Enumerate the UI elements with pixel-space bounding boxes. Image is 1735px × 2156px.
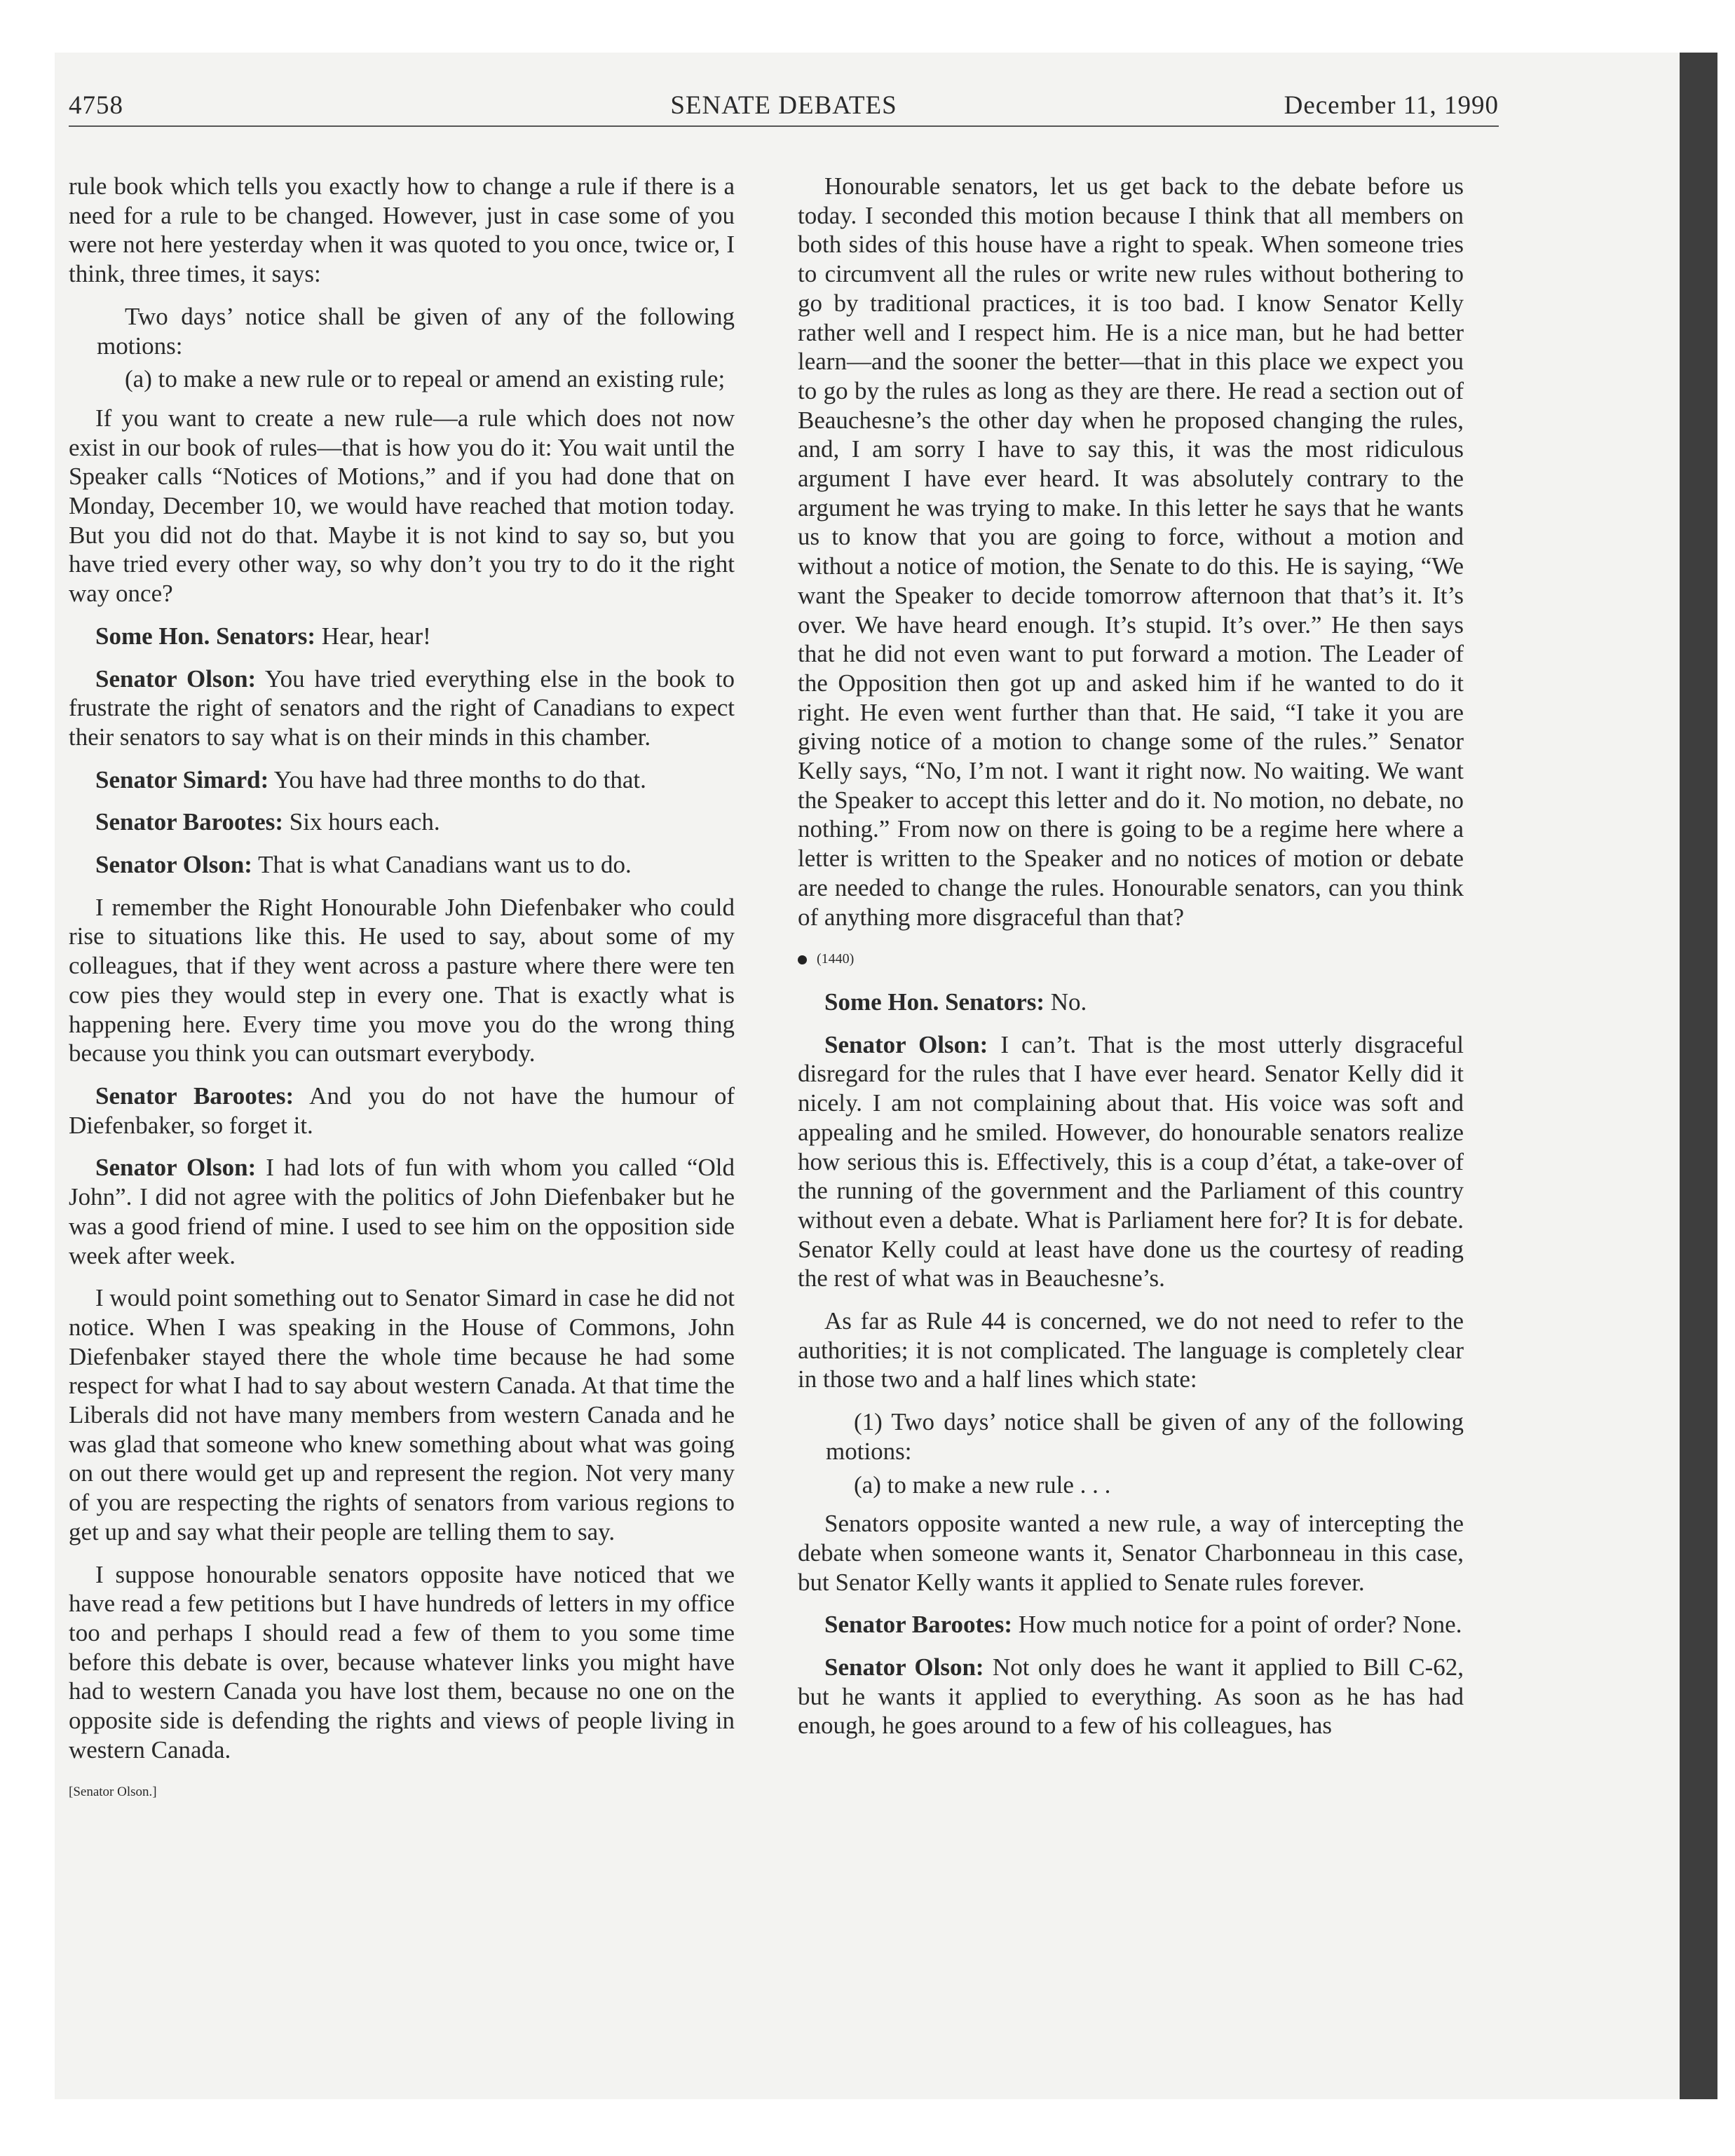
quoted-rule: Two days’ notice shall be given of any of the following motions: bbox=[97, 302, 735, 360]
speech-paragraph bbox=[798, 988, 1464, 1017]
speech-text: I had lots of fun with whom you called “Old John”. I did not agree with the politics of John Diefenbaker but he was a good friend of mine. I used to see him on the opposition side week after week. bbox=[69, 1154, 735, 1269]
speech-text: That is what Canadians want us to do. bbox=[252, 851, 632, 879]
speech-paragraph bbox=[69, 807, 735, 837]
quoted-rule: (a) to make a new rule . . . bbox=[854, 1471, 1111, 1499]
quoted-rule: (1) Two days’ notice shall be given of any of the following motions: bbox=[826, 1408, 1464, 1465]
paragraph: rule book which tells you exactly how to change a rule if there is a need for a rule to be changed. However, just in case some of you were not here yesterday when it was quoted to you once, twice or, I think, three times, it says: bbox=[69, 172, 735, 288]
paragraph: I remember the Right Honourable John Diefenbaker who could rise to situations like this. He used to say, about some of my colleagues, that if they went across a pasture where there were ten cow pies they would step in every one. That is exactly what is happening here. Every time you move you do the wrong thing because you think you can outsmart everybody. bbox=[69, 893, 735, 1067]
time-stamp: (1440) bbox=[817, 951, 855, 967]
speaker-reference: [Senator Olson.] bbox=[69, 1785, 157, 1800]
speech-text: You have had three months to do that. bbox=[268, 765, 646, 793]
left-column bbox=[69, 172, 735, 1820]
speaker-name: Senator Barootes: bbox=[95, 808, 283, 836]
publication-title: SENATE DEBATES bbox=[670, 91, 897, 120]
speaker-name: Senator Olson: bbox=[824, 1030, 988, 1058]
page-header bbox=[69, 90, 1499, 127]
speaker-name: Senator Olson: bbox=[824, 1653, 984, 1681]
quoted-rule: (a) to make a new rule or to repeal or amend an existing rule; bbox=[125, 365, 726, 393]
speaker-name: Senator Simard: bbox=[95, 765, 269, 793]
speech-paragraph bbox=[798, 1610, 1464, 1639]
speech-text: Not only does he want it applied to Bill C-62, but he wants it applied to everything. As soon as he has had enough, he goes around to a few of his colleagues, has bbox=[798, 1653, 1464, 1740]
speech-text: You have tried everything else in the book to frustrate the right of senators and the right of Canadians to expect their senators to say what is on their minds in this chamber. bbox=[69, 664, 735, 751]
speech-text: Hear, hear! bbox=[315, 622, 431, 650]
time-marker bbox=[798, 945, 1464, 974]
speech-text: I can’t. That is the most utterly disgraceful disregard for the rules that I have ever heard. Senator Kelly did it nicely. I am not complaining about that. His voice was soft and appealing and he smiled. However, do honourable senators realize how serious this is. Effectively, this is a coup d’état, a take-over of the running of the government and the Parliament of this country without even a debate. What is Parliament here for? It is for debate. Senator Kelly could at least have done us the courtesy of reading the rest of what was in Beauchesne’s. bbox=[798, 1030, 1464, 1292]
paragraph: Senators opposite wanted a new rule, a way of intercepting the debate when someone wants it, Senator Charbonneau in this case, but Senator Kelly wants it applied to Senate rules forever. bbox=[798, 1510, 1464, 1596]
paragraph: If you want to create a new rule—a rule which does not now exist in our book of rules—that is how you do it: You wait until the Speaker calls “Notices of Motions,” and if you had done that on Monday, December 10, we would have reached that motion today. But you did not do that. Maybe it is not kind to say so, but you have tried every other way, so why don’t you try to do it the right way once? bbox=[69, 404, 735, 608]
paragraph: I suppose honourable senators opposite have noticed that we have read a few petitions but I have hundreds of letters in my office too and perhaps I should read a few of them to you some time before this debate is over, because whatever links you might have had to western Canada you have lost them, because no one on the opposite side is defending the rights and views of people living in western Canada. bbox=[69, 1560, 735, 1763]
right-column bbox=[798, 172, 1464, 1754]
speaker-name: Senator Barootes: bbox=[95, 1082, 294, 1110]
page-number: 4758 bbox=[69, 91, 123, 120]
speech-paragraph bbox=[798, 1030, 1464, 1293]
speaker-name: Senator Olson: bbox=[95, 664, 257, 692]
speech-text: No. bbox=[1045, 988, 1087, 1016]
speech-paragraph bbox=[69, 1082, 735, 1140]
speaker-name: Some Hon. Senators: bbox=[95, 622, 316, 650]
speech-paragraph bbox=[69, 664, 735, 752]
speech-paragraph bbox=[69, 1153, 735, 1270]
speech-text: Six hours each. bbox=[283, 808, 440, 836]
speaker-name: Senator Barootes: bbox=[824, 1611, 1012, 1639]
speech-text: And you do not have the humour of Diefenbaker, so forget it. bbox=[69, 1082, 735, 1139]
speaker-name: Senator Olson: bbox=[95, 1154, 257, 1182]
speech-paragraph bbox=[69, 850, 735, 880]
debate-date: December 11, 1990 bbox=[1284, 91, 1499, 120]
scan-edge-shadow bbox=[1680, 53, 1717, 2099]
speaker-name: Some Hon. Senators: bbox=[824, 988, 1045, 1016]
paragraph: Honourable senators, let us get back to the debate before us today. I seconded this motion because I think that all members on both sides of this house have a right to speak. When someone tries to circumvent all the rules or write new rules without bothering to go by traditional practices, it is too bad. I know Senator Kelly rather well and I respect him. He is a nice man, but he had better learn—and the sooner the better—that in this place we expect you to go by the rules as long as they are there. He read a section out of Beauchesne’s the other day when he proposed changing the rules, and, I am sorry I have to say this, it was the most ridiculous argument I have ever heard. It was absolutely contrary to the argument he was trying to make. In this letter he says that he wants us to know that you are going to force, without a motion and without a notice of motion, the Senate to do this. He is saying, “We want the Speaker to decide tomorrow afternoon that that’s it. It’s over. We have heard enough. It’s stupid. It’s over.” He then says that he did not even want to put forward a motion. The Leader of the Opposition then got up and asked him if he wanted to do it right. He even went further than that. He said, “I take it you are giving notice of a motion to change some of the rules.” Senator Kelly says, “No, I’m not. I want it right now. No waiting. We want the Speaker to accept this letter and do it. No motion, no debate, no nothing.” From now on there is going to be a regime here where a letter is written to the Speaker and no notices of motion or debate are needed to change the rules. Honourable senators, can you think of anything more disgraceful than that? bbox=[798, 172, 1464, 931]
speech-paragraph bbox=[798, 1653, 1464, 1740]
speech-paragraph bbox=[69, 765, 735, 795]
speech-text: How much notice for a point of order? None. bbox=[1012, 1611, 1462, 1639]
bullet-icon bbox=[798, 955, 807, 964]
paragraph: As far as Rule 44 is concerned, we do not need to refer to the authorities; it is not complicated. The language is completely clear in those two and a half lines which state: bbox=[798, 1307, 1464, 1393]
paragraph: I would point something out to Senator Simard in case he did not notice. When I was speaking in the House of Commons, John Diefenbaker stayed there the whole time because he had some respect for what I had to say about western Canada. At that time the Liberals did not have many members from western Canada and he was glad that someone who knew something about what was going on out there would get up and represent the region. Not very many of you are respecting the rights of senators from various regions to get up and say what their people are telling them to say. bbox=[69, 1284, 735, 1546]
speaker-name: Senator Olson: bbox=[95, 851, 252, 879]
speech-paragraph bbox=[69, 622, 735, 651]
